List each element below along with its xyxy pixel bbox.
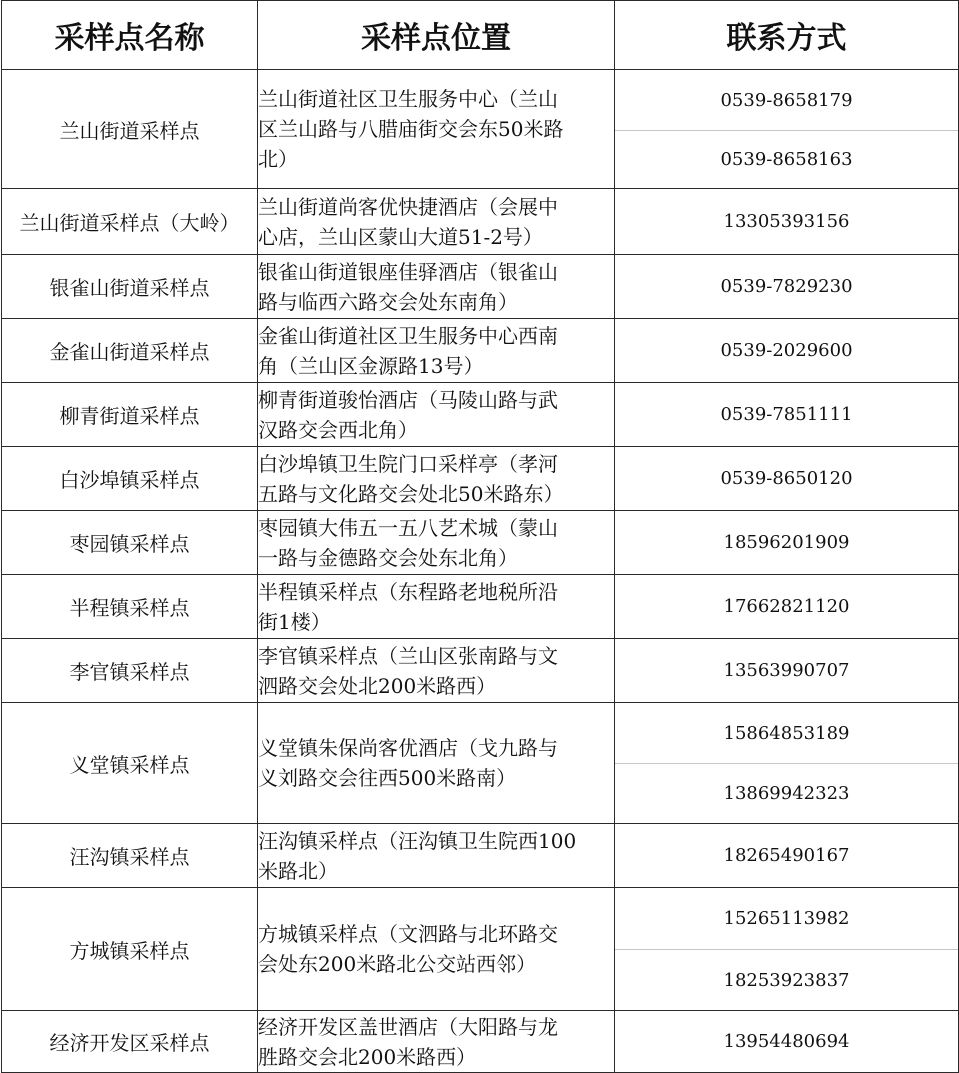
phone-number: 13305393156 <box>723 211 850 232</box>
site-location <box>258 383 615 447</box>
table-row <box>2 511 959 575</box>
site-name: 白沙埠镇采样点 <box>2 447 258 511</box>
site-name: 金雀山街道采样点 <box>2 319 258 383</box>
phone-number: 18253923837 <box>615 949 958 1010</box>
location-line: 白沙埠镇卫生院门口采样亭（孝河 <box>258 451 558 476</box>
contact-cell <box>615 189 959 255</box>
location-line: 义刘路交会往西500米路南） <box>258 766 517 790</box>
table-row <box>2 447 959 511</box>
header-row <box>2 1 959 70</box>
contact-cell <box>615 1011 959 1073</box>
contact-cell <box>615 383 959 447</box>
phone-number: 13563990707 <box>723 660 850 681</box>
site-location <box>258 888 615 1011</box>
site-location <box>258 189 615 255</box>
header-contact: 联系方式 <box>615 1 959 70</box>
location-line: 胜路交会北200米路西） <box>258 1044 477 1069</box>
site-location <box>258 824 615 888</box>
phone-number: 18596201909 <box>723 532 850 553</box>
contact-cell <box>615 447 959 511</box>
table-row <box>2 703 959 824</box>
location-line: 半程镇采样点（东程路老地税所沿 <box>258 579 558 604</box>
site-name: 兰山街道采样点（大岭） <box>2 189 258 255</box>
phone-number: 15265113982 <box>723 908 850 929</box>
table-row <box>2 888 959 1011</box>
sampling-sites-table <box>1 0 959 1073</box>
location-line: 银雀山街道银座佳驿酒店（银雀山 <box>258 259 558 284</box>
site-location <box>258 511 615 575</box>
site-location <box>258 639 615 703</box>
location-line: 米路北） <box>258 858 338 883</box>
location-line: 路与临西六路交会处东南角） <box>258 289 518 314</box>
site-name: 汪沟镇采样点 <box>2 824 258 888</box>
location-line: 柳青街道骏怡酒店（马陵山路与武 <box>258 387 558 412</box>
contact-cell <box>615 70 959 189</box>
location-line: 金雀山街道社区卫生服务中心西南 <box>258 323 558 348</box>
phone-number: 17662821120 <box>723 596 850 617</box>
contact-cell <box>615 888 959 1011</box>
location-line: 义堂镇朱保尚客优酒店（戈九路与 <box>258 736 558 760</box>
location-line: 兰山街道社区卫生服务中心（兰山 <box>258 87 558 111</box>
phone-number: 15864853189 <box>723 722 850 744</box>
site-name: 兰山街道采样点 <box>2 70 258 189</box>
site-location <box>258 70 615 189</box>
location-line: 角（兰山区金源路13号） <box>258 353 484 378</box>
table-row <box>2 383 959 447</box>
table-row <box>2 319 959 383</box>
site-name: 枣园镇采样点 <box>2 511 258 575</box>
phone-number: 13869942323 <box>615 763 958 823</box>
contact-cell <box>615 575 959 639</box>
location-line: 方城镇采样点（文泗路与北环路交 <box>258 922 558 946</box>
location-line: 五路与文化路交会处北50米路东） <box>258 481 564 506</box>
location-line: 区兰山路与八腊庙街交会东50米路 <box>258 117 564 141</box>
location-line: 兰山街道尚客优快捷酒店（会展中 <box>258 194 558 219</box>
contact-cell <box>615 319 959 383</box>
site-name: 李官镇采样点 <box>2 639 258 703</box>
location-line: 街1楼） <box>258 609 331 634</box>
contact-cell <box>615 255 959 319</box>
site-location <box>258 1011 615 1073</box>
site-location <box>258 255 615 319</box>
header-site-location: 采样点位置 <box>258 1 615 70</box>
table-row <box>2 639 959 703</box>
location-line: 一路与金德路交会处东北角） <box>258 545 518 570</box>
location-line: 会处东200米路北公交站西邻） <box>258 952 537 976</box>
site-location <box>258 319 615 383</box>
table-row <box>2 824 959 888</box>
contact-cell <box>615 824 959 888</box>
location-line: 泗路交会处北200米路西） <box>258 673 497 698</box>
phone-number: 0539-8650120 <box>720 468 853 489</box>
location-line: 北） <box>258 147 298 171</box>
contact-cell <box>615 511 959 575</box>
site-name: 银雀山街道采样点 <box>2 255 258 319</box>
phone-number: 13954480694 <box>723 1031 850 1052</box>
site-name: 经济开发区采样点 <box>2 1011 258 1073</box>
table-row <box>2 70 959 189</box>
location-line: 李官镇采样点（兰山区张南路与文 <box>258 643 558 668</box>
location-line: 汉路交会西北角） <box>258 417 418 442</box>
site-name: 方城镇采样点 <box>2 888 258 1011</box>
phone-number: 0539-8658179 <box>720 89 853 111</box>
location-line: 心店，兰山区蒙山大道51-2号） <box>258 224 543 249</box>
location-line: 经济开发区盖世酒店（大阳路与龙 <box>258 1014 558 1039</box>
site-location <box>258 575 615 639</box>
site-name: 柳青街道采样点 <box>2 383 258 447</box>
table-body <box>2 70 959 1073</box>
site-location <box>258 703 615 824</box>
phone-number: 0539-7851111 <box>720 404 853 425</box>
phone-number: 0539-7829230 <box>720 276 853 297</box>
site-name: 义堂镇采样点 <box>2 703 258 824</box>
contact-cell <box>615 639 959 703</box>
header-site-name: 采样点名称 <box>2 1 258 70</box>
site-location <box>258 447 615 511</box>
location-line: 汪沟镇采样点（汪沟镇卫生院西100 <box>258 828 577 853</box>
table-row <box>2 255 959 319</box>
phone-number: 18265490167 <box>723 845 850 866</box>
table-row <box>2 575 959 639</box>
contact-cell <box>615 703 959 824</box>
table-row <box>2 1011 959 1073</box>
phone-number: 0539-8658163 <box>615 130 958 188</box>
site-name: 半程镇采样点 <box>2 575 258 639</box>
location-line: 枣园镇大伟五一五八艺术城（蒙山 <box>258 515 558 540</box>
phone-number: 0539-2029600 <box>720 340 853 361</box>
table-row <box>2 189 959 255</box>
